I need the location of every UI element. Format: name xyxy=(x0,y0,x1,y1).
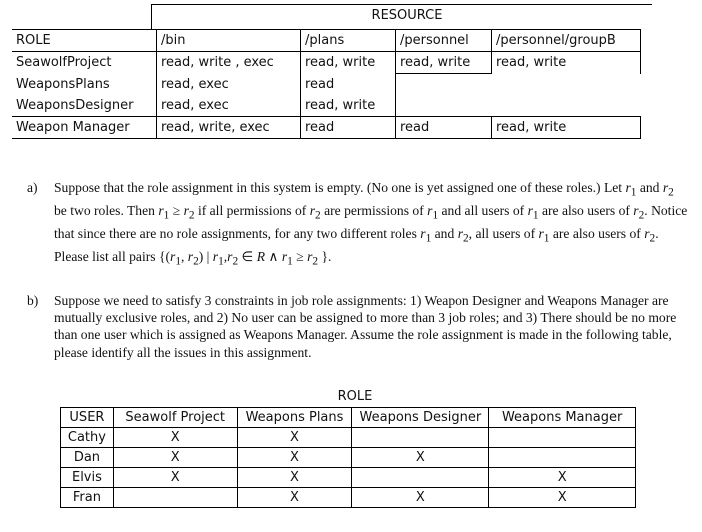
table-row xyxy=(61,488,636,508)
header-cell: Weapons Plans xyxy=(237,408,352,428)
table-cell: read, write xyxy=(396,52,492,74)
role-cell: WeaponsDesigner xyxy=(12,95,157,117)
role-cell: WeaponsPlans xyxy=(12,74,157,96)
permissions-table xyxy=(12,29,641,139)
resource-caption: RESOURCE xyxy=(371,8,443,23)
table-header-row xyxy=(61,408,636,428)
table-cell: X xyxy=(237,428,352,448)
table-cell xyxy=(492,95,641,117)
header-cell: Weapons Designer xyxy=(352,408,489,428)
table-cell: X xyxy=(237,448,352,468)
table-cell xyxy=(492,74,641,96)
question-label: b) xyxy=(27,293,39,308)
header-cell: /bin xyxy=(157,30,301,52)
table-cell: X xyxy=(237,468,352,488)
table-cell: read, write xyxy=(492,117,641,139)
role-cell: Weapon Manager xyxy=(12,117,157,139)
table-row xyxy=(12,117,641,139)
table-header-row xyxy=(12,30,641,52)
user-cell: Cathy xyxy=(61,428,114,448)
table-cell xyxy=(352,468,489,488)
table-cell: read, write xyxy=(492,52,641,74)
question-text: Suppose that the role assignment in this system is empty. (No one is yet assigned one of these roles.) Let $r_1$ and $r_2$ be two roles. Then $r_1 \ge r_2$ if all permissions of $r_2$ are permissions of $r_1$ and all users of $r_1$ are also users of $r_2$. Notice that since there are no role assignments, for any two different roles $r_1$ and $r_2$, all users of $r_1$ are also users of $r_2$. Please list all pairs {($r_1$, $r_2$) | $r_1,r_2$ ∈ R ∧ $r_1 \ge r_2$ }. xyxy=(54,180,688,268)
table-row xyxy=(61,448,636,468)
table-cell: read, exec xyxy=(157,74,301,96)
role-cell: SeawolfProject xyxy=(12,52,157,74)
table-cell: X xyxy=(489,468,636,488)
header-cell: Weapons Manager xyxy=(489,408,636,428)
table-row xyxy=(12,74,641,96)
table-cell xyxy=(396,95,492,117)
user-cell: Fran xyxy=(61,488,114,508)
table-cell: X xyxy=(352,488,489,508)
table-cell: X xyxy=(113,468,237,488)
user-cell: Elvis xyxy=(61,468,114,488)
table-row xyxy=(61,468,636,488)
table-cell: X xyxy=(113,428,237,448)
table-cell xyxy=(489,428,636,448)
table-cell: read, write xyxy=(301,52,396,74)
user-cell: Dan xyxy=(61,448,114,468)
header-cell: /personnel xyxy=(396,30,492,52)
table-cell: read xyxy=(396,117,492,139)
table-row xyxy=(12,95,641,117)
table-cell: read, exec xyxy=(157,95,301,117)
header-cell: ROLE xyxy=(12,30,157,52)
table-cell xyxy=(113,488,237,508)
table-cell: read, write xyxy=(301,95,396,117)
role-caption: ROLE xyxy=(337,389,373,404)
table-border xyxy=(151,4,152,29)
table-cell: read xyxy=(301,117,396,139)
assignment-table xyxy=(60,407,636,508)
header-cell: /personnel/groupB xyxy=(492,30,641,52)
table-cell: read xyxy=(301,74,396,96)
header-cell: Seawolf Project xyxy=(113,408,237,428)
header-cell: USER xyxy=(61,408,114,428)
table-cell xyxy=(489,448,636,468)
table-row xyxy=(61,428,636,448)
table-cell: X xyxy=(113,448,237,468)
table-cell: X xyxy=(237,488,352,508)
header-cell: /plans xyxy=(301,30,396,52)
table-cell: X xyxy=(352,448,489,468)
table-cell: X xyxy=(489,488,636,508)
table-row xyxy=(12,52,641,74)
table-cell: read, write , exec xyxy=(157,52,301,74)
table-cell xyxy=(396,74,492,96)
table-cell xyxy=(352,428,489,448)
question-text: Suppose we need to satisfy 3 constraints in job role assignments: 1) Weapon Designer and Weapons Manager are mutually exclusive roles, and 2) No user can be assigned to more than 3 job roles; and 3) There should be no more than one user which is assigned as Weapons Manager. Assume the role assignment is made in the following table, please identify all the issues in this assignment. xyxy=(54,293,677,360)
table-border xyxy=(151,4,652,5)
table-cell: read, write, exec xyxy=(157,117,301,139)
question-label: a) xyxy=(27,180,38,195)
